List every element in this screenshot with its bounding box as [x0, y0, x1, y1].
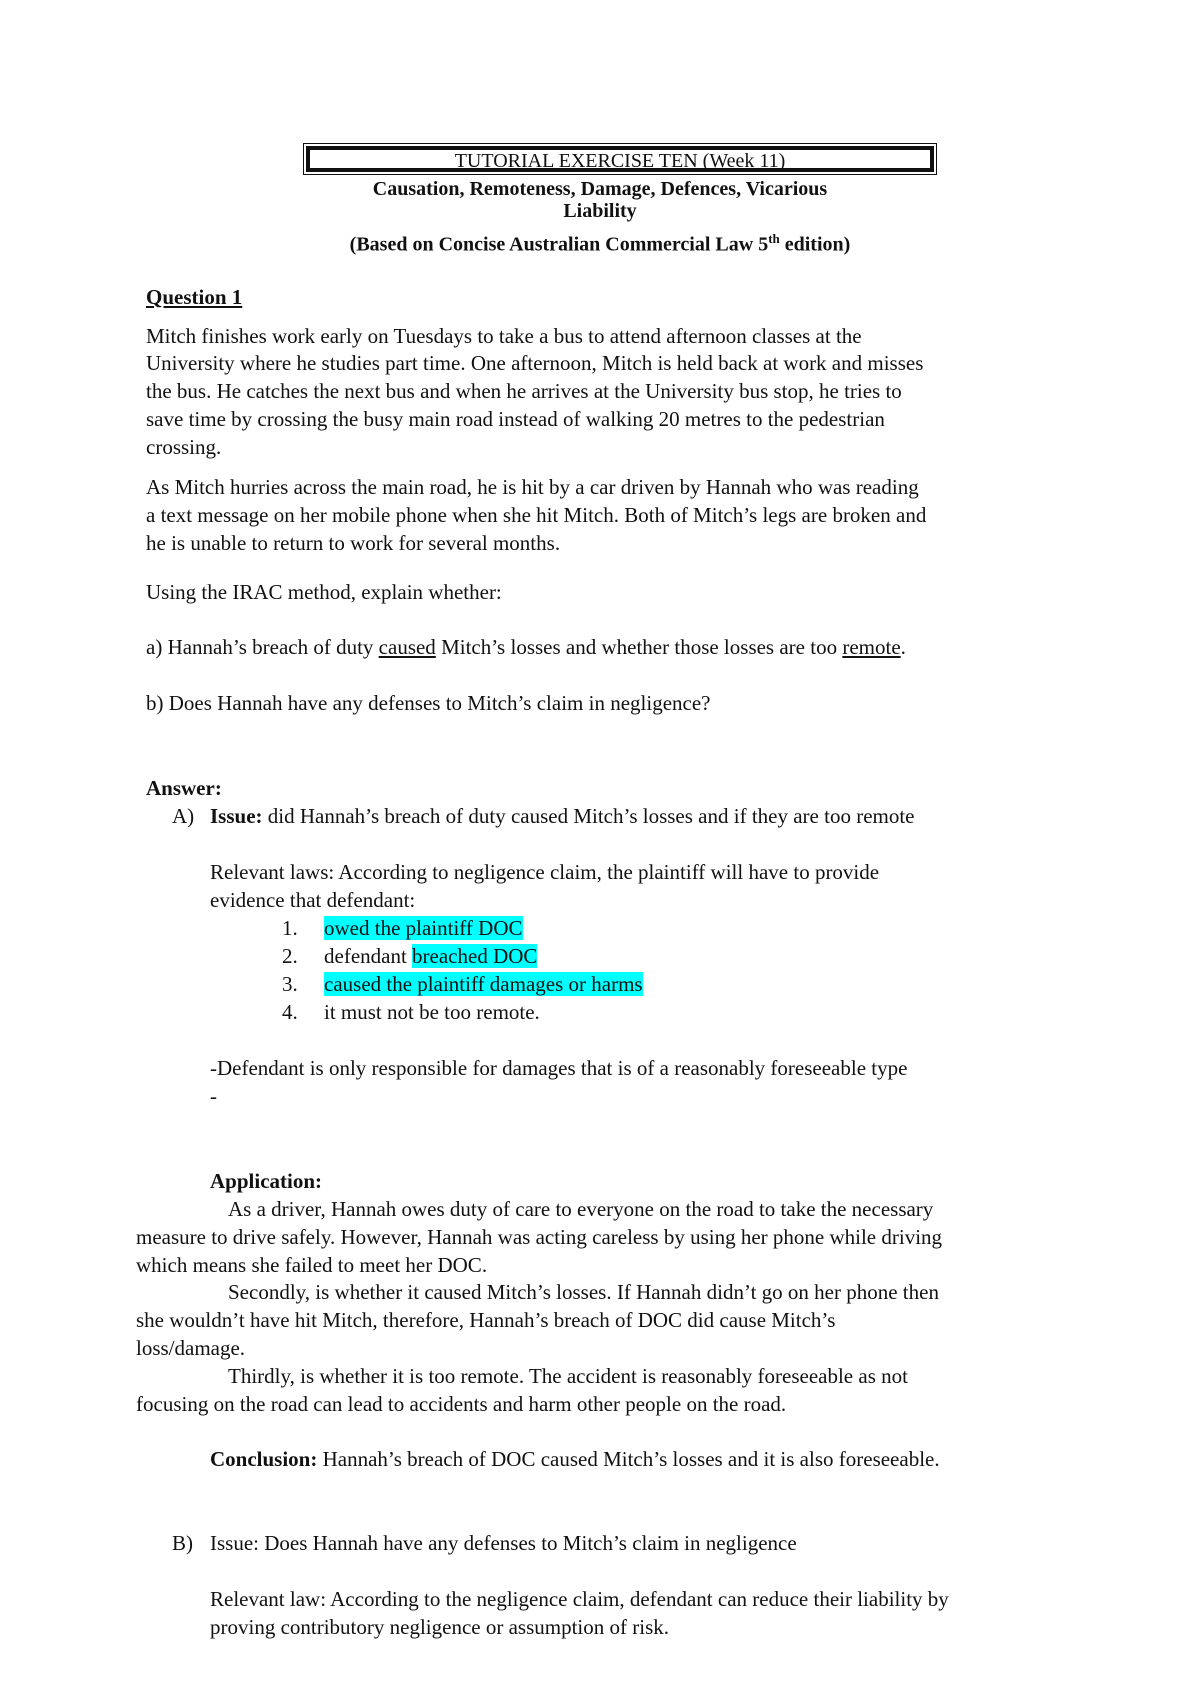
irac-instruction: Using the IRAC method, explain whether: [146, 580, 502, 604]
question-p2-line: he is unable to return to work for several months. [146, 531, 561, 555]
conclusion: Conclusion: Hannah’s breach of DOC caused Mitch’s losses and it is also foreseeable. [210, 1447, 940, 1471]
question-p2-line: a text message on her mobile phone when she hit Mitch. Both of Mitch’s legs are broken and [146, 503, 927, 527]
application-line: As a driver, Hannah owes duty of care to everyone on the road to take the necessary [228, 1197, 934, 1221]
question-part-a: a) Hannah’s breach of duty caused Mitch’s losses and whether those losses are too remote. [146, 635, 906, 659]
list-item: 3. caused the plaintiff damages or harms [282, 972, 643, 996]
list-item: 1. owed the plaintiff DOC [282, 916, 523, 940]
answer-b-label: B) [172, 1531, 193, 1555]
question-p1-line: crossing. [146, 435, 222, 459]
application-line: measure to drive safely. However, Hannah was acting careless by using her phone while driving [136, 1225, 943, 1249]
dash-line: - [210, 1084, 217, 1108]
question-part-b: b) Does Hannah have any defenses to Mitch’s claim in negligence? [146, 691, 711, 715]
application-line: Thirdly, is whether it is too remote. The accident is reasonably foreseeable as not [228, 1364, 908, 1388]
answer-b-issue: Issue: Does Hannah have any defenses to Mitch’s claim in negligence [210, 1531, 797, 1555]
subtitle-line-1: Causation, Remoteness, Damage, Defences, Vicarious [372, 178, 828, 200]
list-item: 4. it must not be too remote. [282, 1000, 540, 1024]
relevant-laws-line: evidence that defendant: [210, 888, 416, 912]
question-heading: Question 1 [146, 285, 243, 309]
application-line: which means she failed to meet her DOC. [136, 1253, 488, 1277]
question-p1-line: the bus. He catches the next bus and when he arrives at the University bus stop, he tries to [146, 379, 902, 403]
question-p1-line: save time by crossing the busy main road instead of walking 20 metres to the pedestrian [146, 407, 885, 431]
question-p2-line: As Mitch hurries across the main road, he is hit by a car driven by Hannah who was reading [146, 475, 919, 499]
application-line: she wouldn’t have hit Mitch, therefore, Hannah’s breach of DOC did cause Mitch’s [136, 1308, 836, 1332]
application-line: focusing on the road can lead to accidents and harm other people on the road. [136, 1392, 787, 1416]
document-title: TUTORIAL EXERCISE TEN (Week 11) [306, 146, 934, 172]
application-line: loss/damage. [136, 1336, 246, 1360]
subtitle-line-2: Liability [563, 200, 637, 222]
source-note: (Based on Concise Australian Commercial Law 5th edition) [349, 231, 851, 256]
question-p1-line: Mitch finishes work early on Tuesdays to take a bus to attend afternoon classes at the [146, 324, 862, 348]
relevant-law-line: proving contributory negligence or assumption of risk. [210, 1615, 669, 1639]
answer-heading: Answer: [146, 776, 222, 800]
relevant-law-line: Relevant law: According to the negligence claim, defendant can reduce their liability by [210, 1587, 949, 1611]
relevant-laws-line: Relevant laws: According to negligence claim, the plaintiff will have to provide [210, 860, 880, 884]
foreseeable-rule: -Defendant is only responsible for damages that is of a reasonably foreseeable type [210, 1056, 908, 1080]
answer-a-label: A) [172, 804, 195, 828]
application-heading: Application: [210, 1169, 323, 1193]
list-item: 2. defendant breached DOC [282, 944, 538, 968]
question-p1-line: University where he studies part time. One afternoon, Mitch is held back at work and misses [146, 351, 924, 375]
answer-a-issue: Issue: did Hannah’s breach of duty caused Mitch’s losses and if they are too remote [210, 804, 915, 828]
application-line: Secondly, is whether it caused Mitch’s losses. If Hannah didn’t go on her phone then [228, 1280, 939, 1304]
